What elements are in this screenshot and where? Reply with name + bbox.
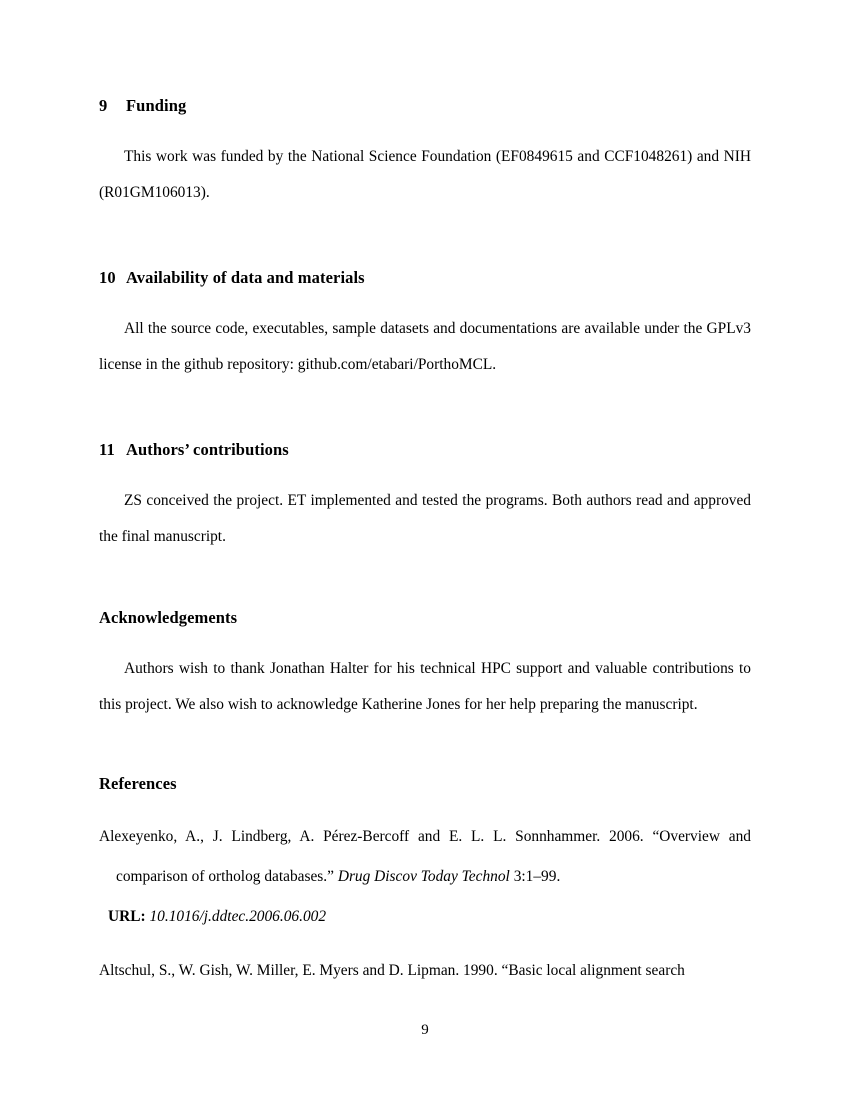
heading-references-title: References	[99, 774, 177, 793]
heading-references	[99, 774, 751, 795]
heading-funding-title: Funding	[126, 96, 187, 115]
reference-url-label: URL:	[108, 907, 146, 925]
reference-url-line	[99, 897, 751, 937]
heading-contributions	[99, 440, 751, 461]
heading-acknowledgements-title: Acknowledgements	[99, 608, 238, 627]
reference-entry	[99, 817, 751, 897]
spacer	[99, 937, 751, 951]
heading-availability	[99, 268, 751, 289]
page-number: 9	[421, 1022, 429, 1038]
reference-authors-year: Altschul, S., W. Gish, W. Miller, E. Myers and D. Lipman. 1990. “Basic local alignment search	[99, 961, 685, 979]
heading-availability-number: 10	[99, 268, 116, 287]
reference-locator: 3:1–99.	[509, 867, 561, 885]
spacer	[99, 629, 751, 651]
reference-authors-year: Alexeyenko, A., J. Lindberg, A. Pérez-Bercoff and E. L. L. Sonnhammer. 2006. “Overview and comparison of ortholog databases.”	[99, 827, 751, 885]
spacer	[99, 461, 751, 483]
reference-entry	[99, 951, 751, 991]
heading-contributions-number: 11	[99, 440, 115, 459]
heading-funding-number: 9	[99, 96, 108, 115]
section-references	[99, 774, 751, 991]
reference-url-value[interactable]: 10.1016/j.ddtec.2006.06.002	[149, 907, 327, 925]
section-funding	[99, 96, 751, 211]
heading-availability-title: Availability of data and materials	[126, 268, 365, 287]
spacer	[99, 289, 751, 311]
heading-funding	[99, 96, 751, 117]
section-availability	[99, 268, 751, 383]
paragraph-funding: This work was funded by the National Science Foundation (EF0849615 and CCF1048261) and NIH (R01GM106013).	[99, 147, 751, 201]
section-acknowledgements	[99, 608, 751, 723]
spacer	[99, 795, 751, 817]
paragraph-availability: All the source code, executables, sample datasets and documentations are available under the GPLv3 license in the github repository: github.com/etabari/PorthoMCL.	[99, 319, 751, 373]
paragraph-contributions: ZS conceived the project. ET implemented and tested the programs. Both authors read and approved the final manuscript.	[99, 491, 751, 545]
section-contributions	[99, 440, 751, 555]
spacer	[99, 117, 751, 139]
heading-contributions-title: Authors’ contributions	[126, 440, 289, 459]
reference-journal-title: Drug Discov Today Technol	[337, 867, 510, 885]
heading-acknowledgements	[99, 608, 751, 629]
paragraph-acknowledgements: Authors wish to thank Jonathan Halter for his technical HPC support and valuable contributions to this project. We also wish to acknowledge Katherine Jones for her help preparing the manuscript.	[99, 659, 751, 713]
